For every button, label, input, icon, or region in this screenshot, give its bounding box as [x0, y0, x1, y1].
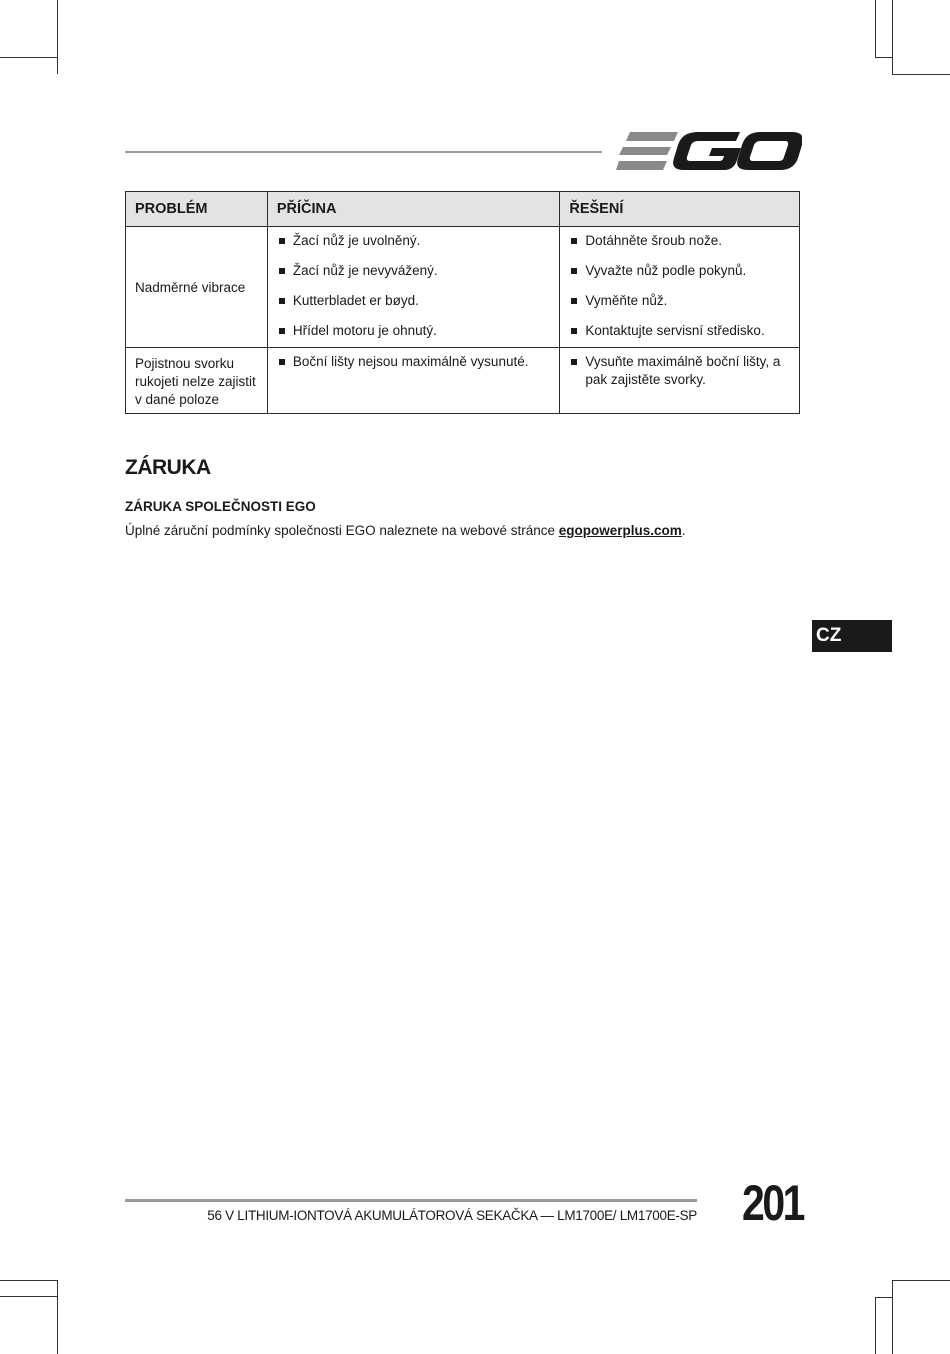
crop-mark: [0, 1296, 57, 1297]
crop-mark: [892, 1280, 950, 1281]
problem-cell: Pojistnou svorku rukojeti nelze zajistit v dané poloze: [126, 348, 268, 414]
header-rule: [125, 151, 602, 153]
crop-mark: [892, 74, 950, 75]
list-item: Žací nůž je uvolněný.: [277, 232, 551, 250]
crop-mark: [892, 0, 893, 74]
list-item: Boční lišty nejsou maximálně vysunuté.: [277, 353, 551, 371]
table-header-row: [126, 192, 800, 227]
warranty-paragraph: [125, 523, 686, 538]
crop-mark: [875, 1297, 876, 1354]
table-row: [126, 227, 800, 348]
crop-mark: [0, 1280, 57, 1281]
list-item: Žací nůž je nevyvážený.: [277, 262, 551, 280]
website-link[interactable]: egopowerplus.com: [558, 523, 682, 538]
list-item: Dotáhněte šroub nože.: [569, 232, 790, 250]
troubleshooting-table: [125, 191, 800, 414]
footer-title: 56 V LITHIUM-IONTOVÁ AKUMULÁTOROVÁ SEKAČKA — LM1700E/ LM1700E-SP: [207, 1208, 697, 1223]
section-subtitle: ZÁRUKA SPOLEČNOSTI EGO: [125, 499, 316, 514]
crop-mark: [875, 57, 892, 58]
crop-mark: [875, 0, 876, 57]
cause-cell: [267, 348, 560, 414]
section-title: ZÁRUKA: [125, 456, 211, 479]
language-tab: CZ: [812, 620, 892, 652]
list-item: Vyvažte nůž podle pokynů.: [569, 262, 790, 280]
page-number: 201: [742, 1175, 804, 1231]
list-item: Hřídel motoru je ohnutý.: [277, 322, 551, 340]
column-header: PROBLÉM: [126, 192, 268, 227]
crop-mark: [57, 1280, 58, 1354]
table-row: [126, 348, 800, 414]
column-header: ŘEŠENÍ: [560, 192, 800, 227]
list-item: Kutterbladet er bøyd.: [277, 292, 551, 310]
problem-cell: Nadměrné vibrace: [126, 227, 268, 348]
column-header: PŘÍČINA: [267, 192, 560, 227]
solution-cell: [560, 348, 800, 414]
paragraph-text-end: .: [681, 523, 686, 538]
paragraph-text: Úplné záruční podmínky společnosti EGO naleznete na webové stránce: [125, 523, 559, 538]
crop-mark: [875, 1297, 892, 1298]
list-item: Kontaktujte servisní středisko.: [569, 322, 790, 340]
ego-logo: [616, 128, 802, 174]
crop-mark: [0, 57, 57, 58]
crop-mark: [892, 1280, 893, 1354]
cause-cell: [267, 227, 560, 348]
list-item: Vyměňte nůž.: [569, 292, 790, 310]
crop-mark: [57, 0, 58, 74]
solution-cell: [560, 227, 800, 348]
list-item: Vysuňte maximálně boční lišty, a pak zajistěte svorky.: [569, 353, 790, 389]
footer-rule: [125, 1199, 697, 1202]
